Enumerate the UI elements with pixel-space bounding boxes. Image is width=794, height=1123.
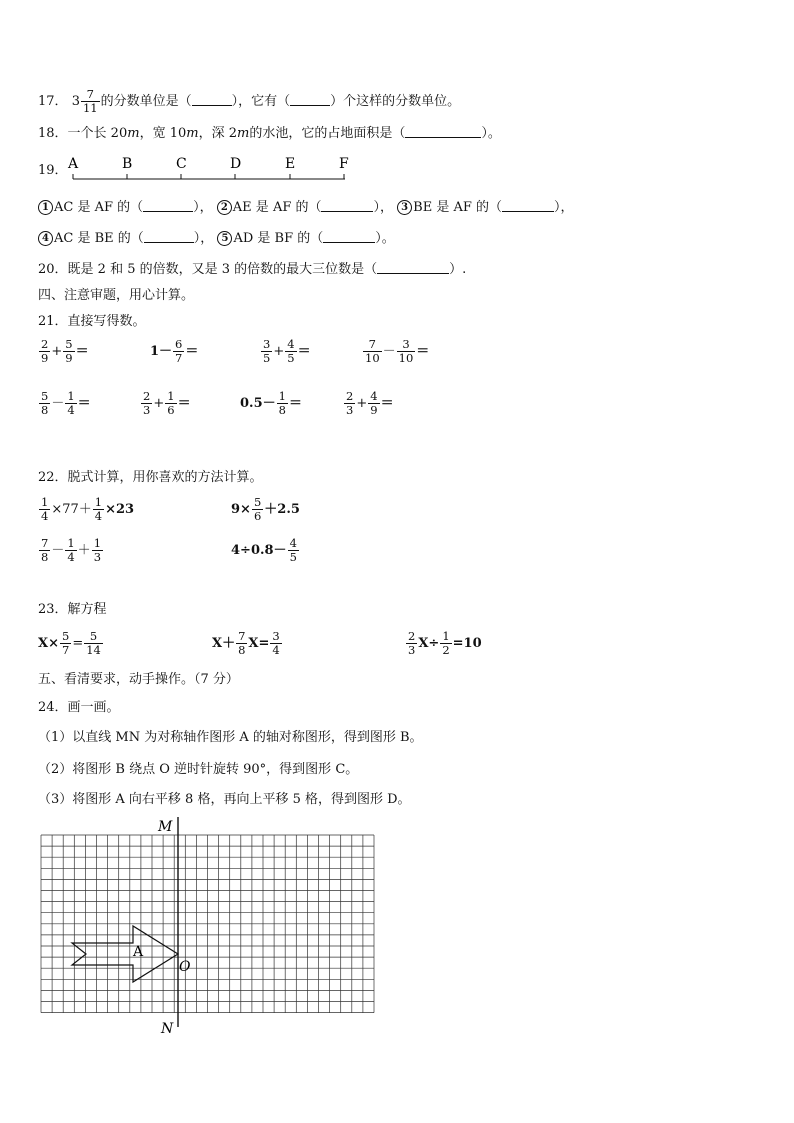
fraction: $\frac{1}{3}$ [93,536,102,564]
fraction: $\frac{3}{5}$ [263,337,271,365]
text: ），它有（ [231,94,291,109]
section-5-heading: 五、看清要求，动手操作。（7 分） [38,672,239,687]
text: ×23 [105,502,135,517]
circled-number: 4 [38,231,53,246]
answer-blank[interactable] [323,230,375,243]
question-17 [38,88,460,115]
point-label: F [339,156,349,172]
text: 的分数单位是（ [100,94,192,109]
text: 既是 2 和 5 的倍数，又是 3 的倍数的最大三位数是（ [67,262,378,277]
question-number: 19． [38,163,68,178]
fraction: $\frac{2}{3}$ [346,389,354,417]
question-21-title: 21．直接写得数。 [38,314,146,329]
equals-sign: ＝ [177,396,191,411]
operator: － [51,543,65,558]
fraction: $\frac{7}{8}$ [238,629,246,657]
mixed-number-whole: 3 [71,94,80,109]
text: AC 是 BE 的（ [54,231,144,246]
fraction: $\frac{1}{2}$ [442,629,450,657]
unit: m [236,126,250,141]
text: 0.5－ [240,396,276,411]
equals-sign: ＝ [185,344,199,359]
circled-number: 5 [217,231,232,246]
q21-item [38,338,89,365]
fraction: $\frac{6}{7}$ [175,337,183,365]
question-23-title: 23．解方程 [38,602,107,617]
point-label: A [68,156,79,172]
question-19-row-2 [38,230,395,247]
q22-expression [38,537,104,564]
point-label: B [122,156,133,172]
answer-blank[interactable] [143,199,193,212]
fraction: $\frac{1}{8}$ [278,389,286,417]
question-24-step-3: （3）将图形 A 向右平移 8 格，再向上平移 5 格，得到图形 D。 [38,792,411,807]
text: = [72,636,84,651]
equals-sign: ＝ [77,396,91,411]
q23-equation [405,630,482,657]
fraction: $\frac{5}{14}$ [86,629,101,657]
text: 4÷0.8－ [231,543,287,558]
label-n: N [161,1021,174,1037]
text: ）。 [481,126,501,141]
answer-blank[interactable] [502,199,554,212]
q21-item [260,338,311,365]
text: AE 是 AF 的（ [232,200,322,215]
circled-number: 2 [217,200,232,215]
fraction: $\frac{1}{6}$ [167,389,175,417]
equals-sign: ＝ [380,396,394,411]
text: AC 是 AF 的（ [54,200,144,215]
fraction: $\frac{3}{4}$ [272,629,280,657]
fraction: $\frac{1}{4}$ [94,495,103,523]
unit: m [127,126,140,141]
question-20 [38,261,466,278]
text: ）， [554,200,574,215]
text: ）， [373,200,393,215]
operator: － [51,396,65,411]
fraction: $\frac{2}{9}$ [41,337,49,365]
equals-sign: ＝ [75,344,89,359]
q21-item [150,338,198,365]
answer-blank[interactable] [290,93,330,106]
fraction: $\frac{5}{6}$ [253,495,262,523]
text: =10 [452,636,482,651]
operator: + [273,344,285,359]
text: BE 是 AF 的（ [413,200,502,215]
question-19-row-1 [38,199,574,216]
fraction: $\frac{5}{9}$ [65,337,73,365]
fraction: $\frac{1}{4}$ [67,389,75,417]
fraction: $\frac{1}{4}$ [41,495,49,523]
text: ）. [449,262,467,277]
question-24-step-1: （1）以直线 MN 为对称轴作图形 A 的轴对称图形，得到图形 B。 [38,730,423,745]
q22-expression [231,496,300,523]
equals-sign: ＝ [297,344,311,359]
operator: + [51,344,63,359]
question-number: 18． [38,126,68,141]
circled-number: 3 [397,200,412,215]
shape-a [72,926,178,982]
answer-blank[interactable] [144,230,194,243]
unit: m [186,126,199,141]
operator: + [153,396,165,411]
number-line [64,152,354,186]
question-22-title: 22．脱式计算，用你喜欢的方法计算。 [38,470,263,485]
grid-lines [41,835,374,1013]
equals-sign: ＝ [416,344,430,359]
text: 一个长 20 [67,126,128,141]
fraction: $\frac{4}{5}$ [289,536,297,564]
question-number: 17． [38,94,68,109]
text: X= [248,636,270,651]
operator: － [382,344,396,359]
q21-item [343,390,394,417]
text: ＋2.5 [264,502,300,517]
answer-blank[interactable] [192,93,232,106]
fraction: $\frac{3}{10}$ [398,337,414,365]
text: AD 是 BF 的（ [233,231,324,246]
q22-expression [231,537,300,564]
mixed-number-fraction: $\frac{7}{11}$ [82,87,98,115]
operator: ＋ [77,543,91,558]
q23-equation [212,630,283,657]
label-a: A [133,944,144,960]
question-18 [38,125,501,142]
fraction: $\frac{4}{5}$ [287,337,295,365]
fraction: $\frac{1}{4}$ [67,536,75,564]
question-number: 20． [38,262,68,277]
text: ）， [193,231,214,246]
text: ）。 [375,231,395,246]
text: X× [38,636,59,651]
circled-number: 1 [38,200,53,215]
fraction: $\frac{5}{8}$ [41,389,49,417]
fraction: $\frac{2}{3}$ [408,629,416,657]
q23-equation [38,630,104,657]
question-24-step-2: （2）将图形 B 绕点 O 逆时针旋转 90°，得到图形 C。 [38,762,359,777]
text: ×77＋ [51,502,92,517]
drawing-grid[interactable] [30,815,385,1040]
q21-item [240,390,302,417]
text: 1－ [150,344,173,359]
text: X＋ [212,636,236,651]
fraction: $\frac{2}{3}$ [143,389,151,417]
equals-sign: ＝ [288,396,302,411]
text: ）个这样的分数单位。 [330,94,461,109]
section-4-heading: 四、注意审题，用心计算。 [38,288,195,303]
text: 的水池，它的占地面积是（ [249,126,406,141]
fraction: $\frac{5}{7}$ [61,629,70,657]
text: 9× [231,502,251,517]
text: X÷ [418,636,440,651]
fraction: $\frac{7}{8}$ [41,536,49,564]
q21-item [140,390,191,417]
q22-expression [38,496,134,523]
operator: + [356,396,368,411]
q21-item [362,338,429,365]
q21-item [38,390,91,417]
point-label: D [230,156,242,172]
question-24-title: 24．画一画。 [38,700,120,715]
fraction: $\frac{7}{10}$ [365,337,380,365]
point-label: E [285,156,296,172]
text: ）， [193,200,213,215]
label-m: M [158,819,173,835]
point-label: C [176,156,187,172]
text: ，深 2 [198,126,237,141]
label-o: O [179,959,191,975]
answer-blank[interactable] [321,199,373,212]
answer-blank[interactable] [405,125,481,138]
answer-blank[interactable] [377,261,449,274]
text: ，宽 10 [139,126,187,141]
fraction: $\frac{4}{9}$ [370,389,378,417]
